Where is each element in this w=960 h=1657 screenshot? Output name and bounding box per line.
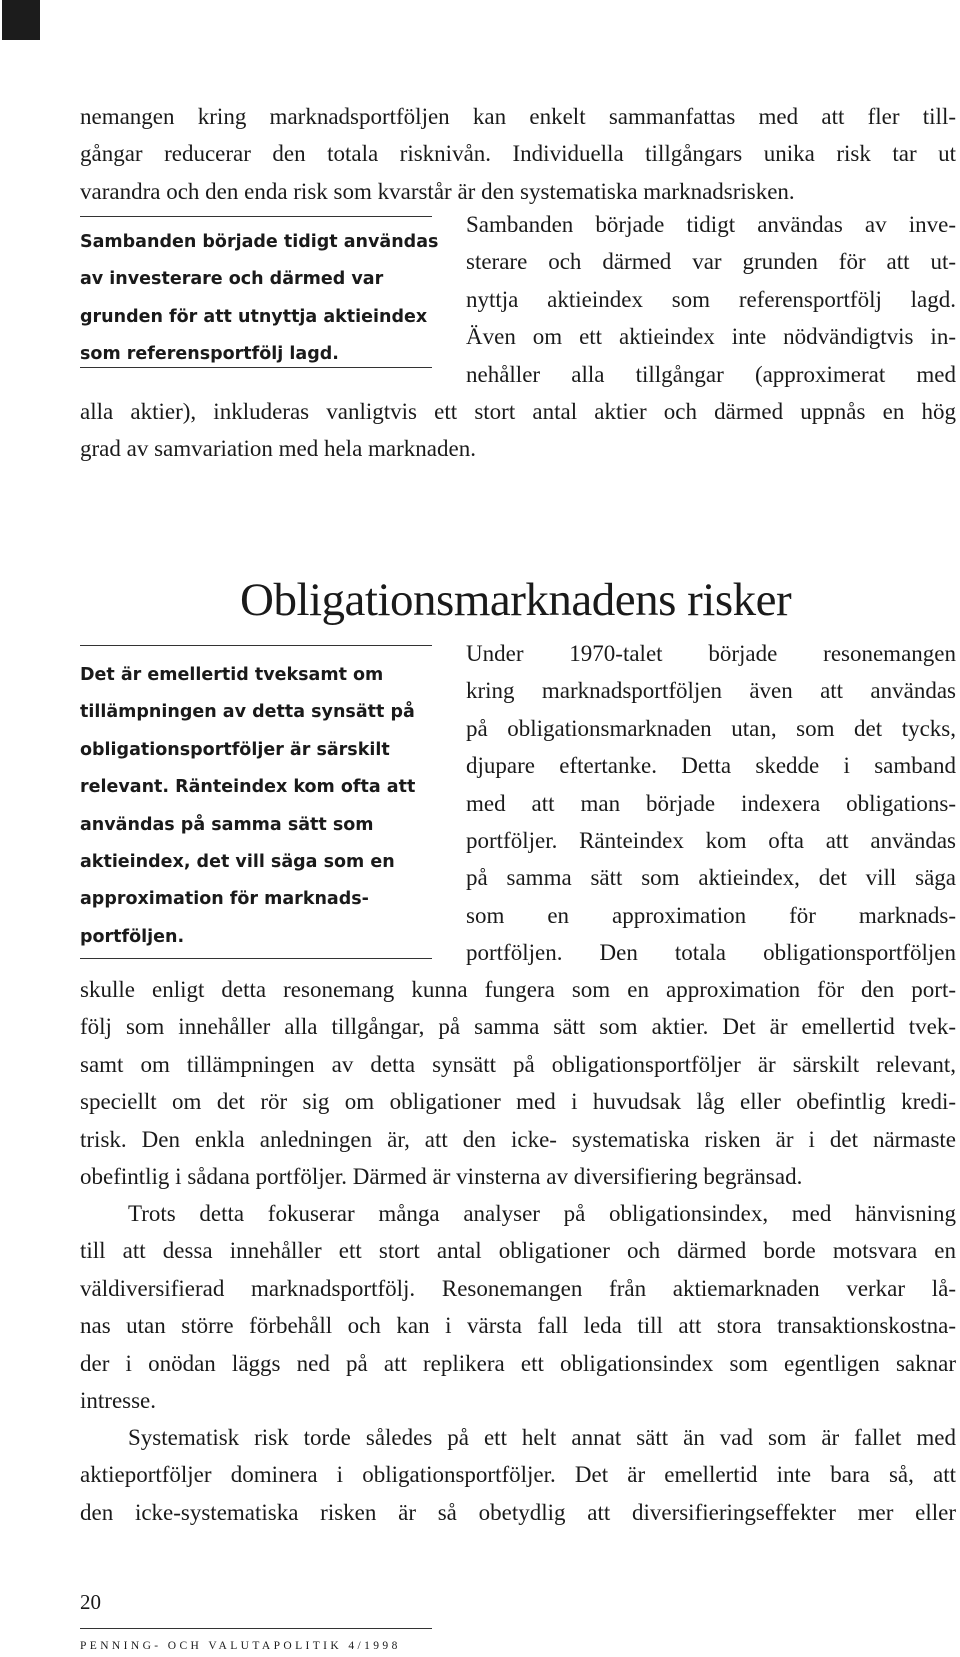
text-line: aktieportföljer dominera i obligationsportföljer. Det är emellertid inte bara så, att bbox=[80, 1462, 956, 1488]
text-line: portföljen. Den totala obligationsportföljen bbox=[466, 940, 956, 966]
text-line: Trots detta fokuserar många analyser på obligationsindex, med hänvisning bbox=[128, 1201, 956, 1226]
paragraph-3-column bbox=[466, 635, 956, 972]
text-line: den icke-systematiska risken är så obetydlig att diversifieringseffekter mer eller bbox=[80, 1499, 956, 1525]
text-line: nas utan större förbehåll och kan i värsta fall leda till att stora transaktionskostna- bbox=[80, 1313, 956, 1339]
paragraph-2-column bbox=[466, 206, 956, 393]
pull-quote-line: av investerare och därmed var bbox=[80, 269, 384, 290]
pull-quote-line: aktieindex, det vill säga som en bbox=[80, 852, 395, 873]
pull-quote-line: portföljen. bbox=[80, 926, 185, 947]
text-line: grad av samvariation med hela marknaden. bbox=[80, 436, 476, 462]
text-line: med att man började indexera obligations- bbox=[466, 790, 956, 816]
text-line: gångar reducerar den totala risknivån. Individuella tillgångars unika risk tar ut bbox=[80, 141, 956, 167]
text-line: kring marknadsportföljen även att användas bbox=[466, 678, 956, 704]
pull-quote-line: obligationsportföljer är särskilt bbox=[80, 739, 390, 760]
page-number: 20 bbox=[80, 1590, 101, 1614]
pull-quote-line: tillämpningen av detta synsätt på bbox=[80, 702, 415, 723]
footer-rule bbox=[80, 1628, 432, 1629]
text-line: på obligationsmarknaden utan, som det tycks, bbox=[466, 715, 956, 741]
publication-footer: PENNING- OCH VALUTAPOLITIK 4/1998 bbox=[80, 1640, 401, 1652]
text-line: trisk. Den enkla anledningen är, att den icke- systematiska risken är i det närmaste bbox=[80, 1126, 956, 1152]
text-line: varandra och den enda risk som kvarstår är den systematiska marknadsrisken. bbox=[80, 178, 795, 204]
paragraph-2-full bbox=[80, 393, 956, 468]
text-line: Systematisk risk torde således på ett helt annat sätt än vad som är fallet med bbox=[128, 1425, 956, 1450]
pull-quote-2 bbox=[80, 645, 432, 959]
pull-quote-1 bbox=[80, 216, 439, 368]
text-line: Under 1970-talet började resonemangen bbox=[466, 641, 956, 666]
text-line: der i onödan läggs ned på att replikera ett obligationsindex som egentligen saknar bbox=[80, 1350, 956, 1376]
paragraph-1 bbox=[80, 98, 956, 210]
text-line: till att dessa innehåller ett stort antal obligationer och därmed borde motsvara en bbox=[80, 1238, 956, 1264]
section-heading: Obligationsmarknadens risker bbox=[240, 574, 792, 626]
text-line: speciellt om det rör sig om obligationer med i huvudsak låg eller obefintlig kredi- bbox=[80, 1089, 956, 1115]
pull-quote-line: som referensportfölj lagd. bbox=[80, 344, 339, 365]
text-line: Även om ett aktieindex inte nödvändigtvis in- bbox=[466, 324, 956, 350]
paragraph-3-full bbox=[80, 971, 956, 1195]
text-line: skulle enligt detta resonemang kunna fungera som en approximation för den port- bbox=[80, 977, 956, 1002]
pull-quote-line: grunden för att utnyttja aktieindex bbox=[80, 306, 428, 327]
pull-quote-line: Det är emellertid tveksamt om bbox=[80, 665, 384, 685]
text-line: obefintlig i sådana portföljer. Därmed är vinsterna av diversifiering begränsad. bbox=[80, 1164, 803, 1190]
text-line: djupare eftertanke. Detta skedde i samband bbox=[466, 753, 956, 779]
text-line: samt om tillämpningen av detta synsätt på obligationsportföljer är särskilt relevant, bbox=[80, 1051, 956, 1077]
text-line: på samma sätt som aktieindex, det vill säga bbox=[466, 865, 956, 891]
pull-quote-line: användas på samma sätt som bbox=[80, 814, 374, 835]
text-line: portföljer. Ränteindex kom ofta att användas bbox=[466, 828, 956, 854]
pull-quote-line: relevant. Ränteindex kom ofta att bbox=[80, 777, 416, 798]
text-line: intresse. bbox=[80, 1388, 157, 1414]
paragraph-5 bbox=[80, 1419, 956, 1531]
text-line: väldiversifierad marknadsportfölj. Resonemangen från aktiemarknaden verkar lå- bbox=[80, 1275, 956, 1301]
pull-quote-line: approximation för marknads- bbox=[80, 889, 369, 910]
text-line: nyttja aktieindex som referensportfölj lagd. bbox=[466, 286, 956, 312]
paragraph-4 bbox=[80, 1195, 956, 1419]
pull-quote-line: Sambanden började tidigt användas bbox=[80, 232, 439, 252]
text-line: alla aktier), inkluderas vanligtvis ett stort antal aktier och därmed uppnås en hög bbox=[80, 399, 956, 424]
text-line: följ som innehåller alla tillgångar, på samma sätt som aktier. Det är emellertid tvek- bbox=[80, 1014, 956, 1040]
text-line: sterare och därmed var grunden för att ut- bbox=[466, 249, 956, 275]
text-line: som en approximation för marknads- bbox=[466, 902, 956, 928]
text-line: nemangen kring marknadsportföljen kan enkelt sammanfattas med att fler till- bbox=[80, 104, 956, 129]
text-line: Sambanden började tidigt användas av inve- bbox=[466, 212, 956, 237]
text-line: nehåller alla tillgångar (approximerat med bbox=[466, 361, 956, 387]
corner-mark bbox=[2, 0, 40, 40]
